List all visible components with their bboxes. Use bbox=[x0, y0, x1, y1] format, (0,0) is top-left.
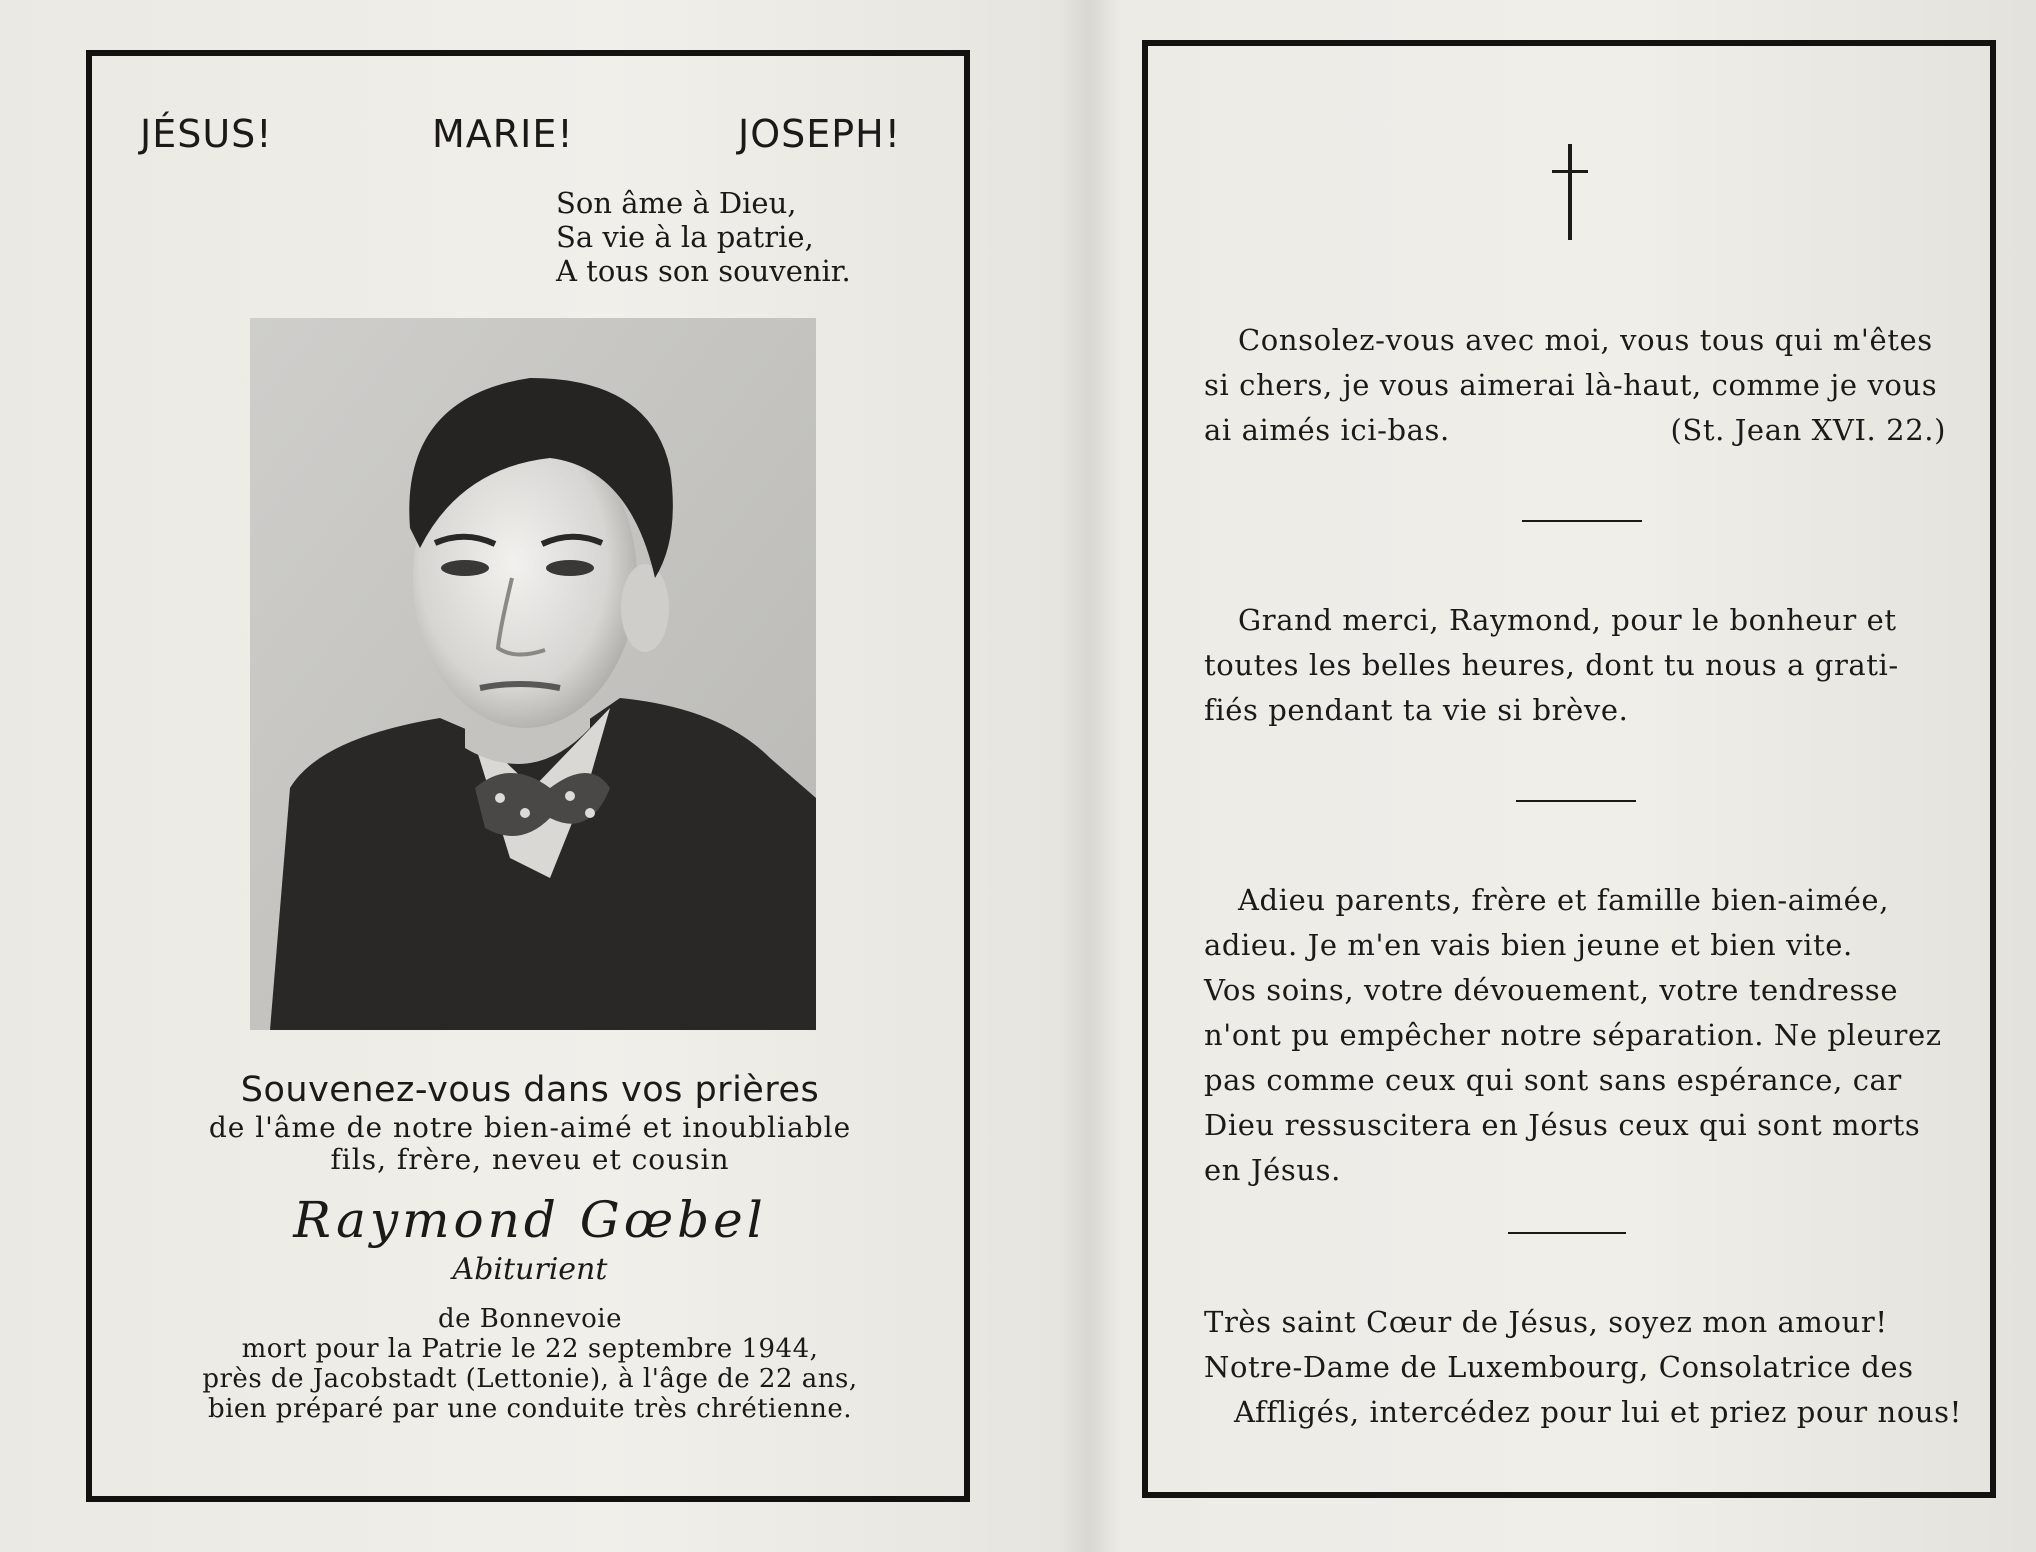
farewell-line: adieu. Je m'en vais bien jeune et bien vite. bbox=[1204, 928, 1853, 962]
prayer-line: Très saint Cœur de Jésus, soyez mon amour! bbox=[1204, 1305, 1888, 1339]
verse-paragraph bbox=[1204, 318, 1946, 453]
detail-line: de Bonnevoie bbox=[438, 1304, 622, 1334]
right-page-border bbox=[1142, 40, 1996, 1498]
motto-line: A tous son souvenir. bbox=[556, 254, 851, 288]
holy-name-joseph: JOSEPH! bbox=[738, 112, 901, 156]
prayer-line: Affligés, intercédez pour lui et priez pour nous! bbox=[1234, 1395, 1962, 1429]
remember-title: Souvenez-vous dans vos prières bbox=[240, 1070, 820, 1110]
verse-citation: (St. Jean XVI. 22.) bbox=[1670, 413, 1946, 447]
thanks-line: Grand merci, Raymond, pour le bonheur et bbox=[1238, 603, 1897, 637]
divider bbox=[1516, 800, 1636, 802]
verse-last-line bbox=[1204, 408, 1946, 453]
farewell-line: Adieu parents, frère et famille bien-aimée, bbox=[1238, 883, 1890, 917]
remembrance-text bbox=[140, 1068, 920, 1424]
prayer-line: Notre-Dame de Luxembourg, Consolatrice des bbox=[1204, 1350, 1914, 1384]
thanks-line: toutes les belles heures, dont tu nous a grati- bbox=[1204, 648, 1899, 682]
divider bbox=[1508, 1232, 1626, 1234]
prayer-paragraph bbox=[1204, 1300, 1962, 1435]
farewell-line: Dieu ressuscitera en Jésus ceux qui sont morts bbox=[1204, 1108, 1921, 1142]
farewell-line: pas comme ceux qui sont sans espérance, car bbox=[1204, 1063, 1902, 1097]
motto-line: Sa vie à la patrie, bbox=[556, 220, 814, 254]
thanks-line: fiés pendant ta vie si brève. bbox=[1204, 693, 1629, 727]
motto-line: Son âme à Dieu, bbox=[556, 186, 797, 220]
farewell-paragraph bbox=[1204, 878, 1946, 1193]
motto bbox=[556, 186, 936, 288]
portrait-illustration bbox=[250, 318, 816, 1030]
deceased-title: Abiturient bbox=[452, 1252, 608, 1287]
portrait-photo bbox=[250, 318, 816, 1030]
holy-name-marie: MARIE! bbox=[432, 112, 574, 156]
right-page bbox=[1060, 0, 2036, 1552]
verse-line: ai aimés ici-bas. bbox=[1204, 413, 1450, 447]
detail-line: bien préparé par une conduite très chrétienne. bbox=[207, 1394, 853, 1424]
cross-icon bbox=[1550, 144, 1590, 240]
thanks-paragraph bbox=[1204, 598, 1946, 733]
deceased-name: Raymond Gœbel bbox=[293, 1191, 767, 1249]
farewell-line: Vos soins, votre dévouement, votre tendresse bbox=[1204, 973, 1899, 1007]
detail-line: près de Jacobstadt (Lettonie), à l'âge de 22 ans, bbox=[202, 1364, 858, 1394]
verse-line: si chers, je vous aimerai là-haut, comme je vous bbox=[1204, 368, 1938, 402]
verse-line: Consolez-vous avec moi, vous tous qui m'êtes bbox=[1238, 323, 1933, 357]
remember-line: de l'âme de notre bien-aimé et inoubliable bbox=[208, 1111, 852, 1144]
farewell-line: en Jésus. bbox=[1204, 1153, 1341, 1187]
holy-names bbox=[140, 112, 920, 172]
farewell-line: n'ont pu empêcher notre séparation. Ne pleurez bbox=[1204, 1018, 1942, 1052]
divider bbox=[1522, 520, 1642, 522]
remember-line: fils, frère, neveu et cousin bbox=[330, 1143, 730, 1176]
holy-name-jesus: JÉSUS! bbox=[140, 112, 273, 156]
detail-line: mort pour la Patrie le 22 septembre 1944, bbox=[241, 1334, 819, 1364]
